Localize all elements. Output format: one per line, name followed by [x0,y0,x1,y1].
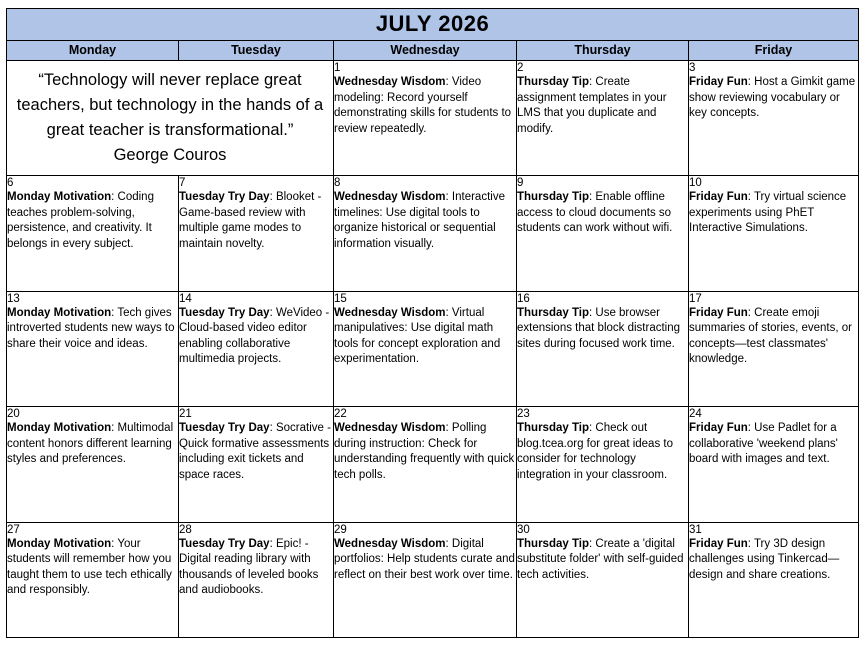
day-text: : Blooket - Game-based review with multiple game modes to maintain novelty. [179,191,322,250]
page-title: JULY 2026 [375,11,490,37]
day-content [517,421,688,483]
day-text: : Check out blog.tcea.org for great ideas to consider for technology integration in your classroom. [517,422,673,481]
weekday-header-friday [689,40,859,60]
day-cell[interactable] [179,407,334,522]
day-number: 8 [334,177,341,190]
day-text: : Use browser extensions that block distracting sites during focused work time. [517,306,681,350]
day-tag: Thursday Tip [517,76,589,89]
weekday-label: Wednesday [390,42,460,57]
day-number: 31 [689,523,702,536]
day-tag: Wednesday Wisdom [334,422,446,435]
weekday-label: Monday [68,42,117,57]
day-number: 9 [517,177,524,190]
day-content [689,190,858,237]
day-number: 21 [179,408,192,421]
day-tag: Friday Fun [689,76,748,89]
day-text: : Video modeling: Record yourself demonstrating skills for students to review repeatedly. [334,76,512,135]
day-content [689,537,858,584]
day-content [7,190,178,252]
weekday-header-monday [7,40,179,60]
day-number: 15 [334,292,347,305]
calendar-title-row [7,9,859,41]
day-number: 23 [517,408,530,421]
day-cell[interactable] [517,61,689,176]
day-number: 3 [689,62,696,75]
day-number: 29 [334,523,347,536]
day-text: : Interactive timelines: Use digital tools to organize historical or sequential information visually. [334,191,505,250]
weekday-header-wednesday [334,40,517,60]
day-tag: Thursday Tip [517,191,589,204]
calendar-week-row [7,291,859,406]
day-tag: Wednesday Wisdom [334,537,446,550]
day-number: 27 [7,523,20,536]
day-cell[interactable] [334,61,517,176]
day-text: : Virtual manipulatives: Use digital math tools for concept exploration and experimentation. [334,306,501,366]
day-text: : WeVideo - Cloud-based video editor enabling collaborative multimedia projects. [179,306,330,366]
day-tag: Tuesday Try Day [179,537,270,550]
weekday-label: Thursday [574,42,631,57]
day-number: 22 [334,408,347,421]
day-number: 24 [689,408,702,421]
day-content [689,75,858,122]
day-content [334,421,516,483]
day-text: : Polling during instruction: Check for understanding frequently with quick tech polls. [334,422,515,481]
calendar-week-row [7,522,859,637]
day-cell[interactable] [179,291,334,406]
day-cell[interactable] [334,291,517,406]
day-number: 28 [179,523,192,536]
day-content [517,306,688,353]
day-tag: Monday Motivation [7,306,112,319]
day-tag: Friday Fun [689,422,748,435]
day-cell[interactable] [689,407,859,522]
day-content [179,190,333,252]
day-content [689,306,858,368]
day-text: : Create a 'digital substitute folder' with self-guided tech activities. [517,537,684,581]
day-tag: Tuesday Try Day [179,422,270,435]
day-content [7,421,178,468]
day-text: : Try virtual science experiments using PhET Interactive Simulations. [689,191,847,235]
day-content [689,421,858,468]
day-text: : Digital portfolios: Help students curate and reflect on their best work over time. [334,537,515,581]
weekday-label: Tuesday [231,42,281,57]
day-content [334,306,516,368]
day-tag: Wednesday Wisdom [334,191,446,204]
day-cell[interactable] [7,407,179,522]
day-content [334,75,516,137]
day-cell[interactable] [179,176,334,291]
day-cell[interactable] [517,407,689,522]
day-tag: Thursday Tip [517,537,589,550]
day-text: : Your students will remember how you taught them to use tech ethically and responsibly. [7,537,172,597]
day-cell[interactable] [689,291,859,406]
weekday-header-tuesday [179,40,334,60]
day-cell[interactable] [7,522,179,637]
day-tag: Friday Fun [689,191,748,204]
quote-text: “Technology will never replace great teachers, but technology in the hands of a great teacher is transformational.” [16,71,324,140]
day-content [334,537,516,584]
day-tag: Monday Motivation [7,191,112,204]
weekday-header-row [7,40,859,60]
day-text: : Multimodal content honors different learning styles and preferences. [7,422,174,466]
day-cell[interactable] [7,291,179,406]
day-text: : Try 3D design challenges using Tinkercad—design and share creations. [689,537,840,581]
quote-cell [7,61,334,176]
day-cell[interactable] [334,176,517,291]
day-number: 7 [179,177,186,190]
day-tag: Friday Fun [689,306,748,319]
calendar-week-row [7,176,859,291]
day-cell[interactable] [334,407,517,522]
day-text: : Host a Gimkit game show reviewing vocabulary or key concepts. [689,76,856,120]
day-number: 20 [7,408,20,421]
calendar-table [6,8,859,638]
day-cell[interactable] [517,522,689,637]
day-tag: Tuesday Try Day [179,191,270,204]
day-number: 6 [7,177,14,190]
day-text: : Create emoji summaries of stories, events, or concepts—test classmates' knowledge. [689,306,852,366]
day-text: : Coding teaches problem-solving, persistence, and creativity. It belongs in every subject. [7,191,154,250]
day-text: : Tech gives introverted students new ways to share their voice and ideas. [7,306,175,350]
day-tag: Friday Fun [689,537,748,550]
day-tag: Thursday Tip [517,422,589,435]
day-tag: Monday Motivation [7,422,112,435]
day-cell[interactable] [689,176,859,291]
day-number: 13 [7,292,20,305]
day-cell[interactable] [7,176,179,291]
day-number: 17 [689,292,702,305]
calendar-title-cell [7,9,859,41]
day-content [334,190,516,252]
day-number: 10 [689,177,702,190]
day-cell[interactable] [179,522,334,637]
day-text: : Epic! - Digital reading library with thousands of leveled books and audiobooks. [179,537,319,597]
day-content [7,537,178,599]
day-number: 30 [517,523,530,536]
day-content [517,537,688,584]
day-tag: Wednesday Wisdom [334,76,446,89]
day-tag: Monday Motivation [7,537,112,550]
quote-author: George Couros [113,146,227,165]
weekday-label: Friday [754,42,793,57]
day-content [7,306,178,353]
day-content [179,306,333,368]
day-cell[interactable] [517,176,689,291]
day-content [517,190,688,237]
day-number: 1 [334,62,341,75]
day-cell[interactable] [689,61,859,176]
day-content [179,537,333,599]
calendar-week-row [7,407,859,522]
weekday-header-thursday [517,40,689,60]
day-cell[interactable] [517,291,689,406]
day-cell[interactable] [689,522,859,637]
day-cell[interactable] [334,522,517,637]
day-number: 2 [517,62,524,75]
calendar-week-row [7,61,859,176]
day-tag: Tuesday Try Day [179,306,270,319]
day-text: : Use Padlet for a collaborative 'weekend plans' board with images and text. [689,422,838,466]
day-content [517,75,688,137]
day-text: : Enable offline access to cloud documents so students can work without wifi. [517,191,673,235]
day-tag: Wednesday Wisdom [334,306,446,319]
day-content [179,421,333,483]
day-text: : Create assignment templates in your LMS that you duplicate and modify. [517,76,667,135]
day-number: 16 [517,292,530,305]
day-number: 14 [179,292,192,305]
day-text: : Socrative - Quick formative assessments including exit tickets and space races. [179,422,331,481]
day-tag: Thursday Tip [517,306,589,319]
